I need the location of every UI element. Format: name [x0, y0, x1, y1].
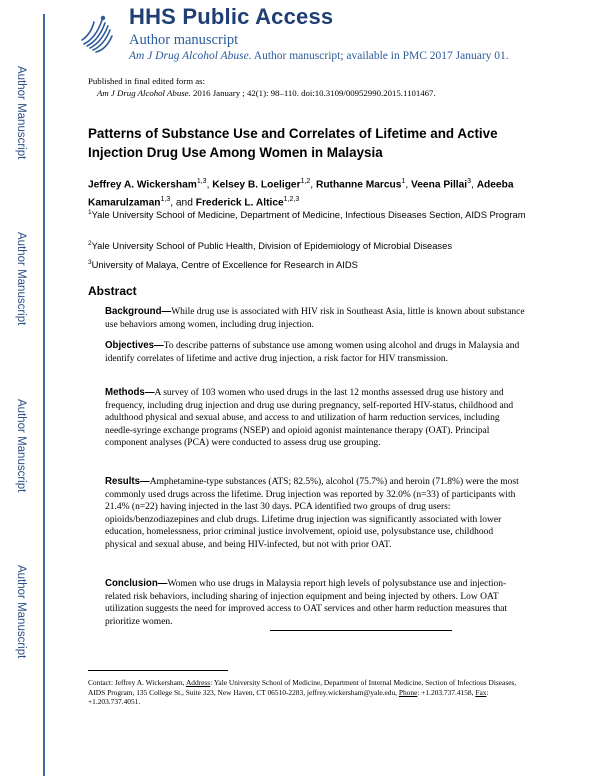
- author-affiliation-sup: 1,3: [160, 195, 171, 203]
- abstract-results: Results—Amphetamine-type substances (ATS; 82.5%), alcohol (75.7%) and heroin (71.8%) were the most commonly used drugs across the lifetime. Drug injection was reported by 32.0% (n=33) of participants with 21.4% (n=22) having injected in the last 30 days. PCA identified two groups of drug users: opioids/benzodiazepines and club drugs. Lifetime drug injection was significantly associated with lower education, homelessness, prior criminal justice involvement, opioid use, polysubstance use, childhood physical and sexual abuse, and being HIV-infected, but not with prior OAT.: [105, 476, 519, 550]
- author-name: Ruthanne Marcus: [315, 179, 402, 191]
- hhs-eagle-logo-icon: [76, 10, 116, 58]
- side-label-author-manuscript: Author Manuscript: [15, 565, 27, 659]
- availability-text: . Author manuscript; available in PMC 2017 January 01.: [248, 50, 509, 62]
- publication-note: [88, 76, 436, 99]
- contact-footnote: Contact: Jeffrey A. Wickersham, Address: Yale University School of Medicine, Department of Internal Medicine, Section of Infectious Diseases, AIDS Program, 135 College St., Suite 323, New Haven, CT 06510-2283, jeffrey.wickersham@yale.edu, Phone: +1.203.737.4158, Fax: +1.203.737.4051.: [88, 678, 517, 706]
- abstract-conclusion: Conclusion—Women who use drugs in Malaysia report high levels of polysubstance use and injection-related risk behaviors, including sharing of injection equipment and being injected by others. Low OAT utilization suggests the need for improved access to OAT services and other harm reduction measures that prioritize women.: [105, 578, 508, 627]
- author-affiliation-sup: 1,2: [300, 178, 311, 185]
- author-name: Frederick L. Altice: [195, 197, 284, 209]
- citation-details: . 2016 January ; 42(1): 98–110. doi:10.3109/00952990.2015.1101467.: [188, 87, 436, 98]
- author-affiliation-sup: 3: [467, 178, 472, 185]
- paper-title: Patterns of Substance Use and Correlates of Lifetime and Active Injection Drug Use Among Women in Malaysia: [88, 126, 498, 160]
- abstract-heading: Abstract: [88, 284, 137, 298]
- side-label-author-manuscript: Author Manuscript: [15, 399, 27, 493]
- author-affiliation-sup: 1: [401, 178, 406, 185]
- author-name: Veena Pillai: [411, 179, 468, 191]
- abstract-end-rule: [270, 630, 452, 631]
- left-margin-rule: [43, 14, 45, 776]
- abstract-methods: Methods—A survey of 103 women who used drugs in the last 12 months assessed drug use history and frequency, including drug injection and drug use during pregnancy, self-reported HIV-status, childhood and adulthood physical and sexual abuse, and access to and utilization of harm reduction services, including needle-syringe exchange programs (NSEP) and opioid agonist maintenance therapy (OAT). Principal component analyses (PCA) were conducted to assess drug use grouping.: [105, 387, 514, 448]
- affiliation: $^1$Yale University School of Medicine, Department of Medicine, Infectious Diseases Section, AIDS Program: [88, 209, 526, 221]
- author-name: Jeffrey A. Wickersham: [88, 179, 197, 191]
- abstract-background: Background—While drug use is associated with HIV risk in Southeast Asia, little is known about substance use behaviors among women, including drug injection.: [105, 306, 525, 330]
- footnote-separator: [88, 670, 228, 671]
- side-label-author-manuscript: Author Manuscript: [15, 66, 27, 160]
- journal-name: Am J Drug Alcohol Abuse: [129, 50, 249, 62]
- author-list: Jeffrey A. Wickersham$^{1,3}$, Kelsey B. Loeliger$^{1,2}$, Ruthanne Marcus$^1$, Veena Pillai$^3$, Adeeba Kamarulzaman$^{1,3}$, and Frederick L. Altice$^{1,2,3}$: [88, 178, 514, 209]
- author-name: Adeeba Kamarulzaman: [88, 179, 514, 209]
- author-name: Kelsey B. Loeliger: [212, 179, 301, 191]
- affiliation: $^2$Yale University School of Public Health, Division of Epidemiology of Microbial Diseases: [88, 240, 453, 252]
- hhs-public-access-title: HHS Public Access: [129, 4, 334, 29]
- author-manuscript-subtitle: Author manuscript: [129, 32, 239, 48]
- side-label-author-manuscript: Author Manuscript: [15, 232, 27, 326]
- published-label: Published in final edited form as:: [88, 76, 206, 86]
- affiliation: $^3$University of Malaya, Centre of Excellence for Research in AIDS: [88, 259, 358, 271]
- citation-line: [88, 88, 436, 100]
- author-affiliation-sup: 1,2,3: [283, 195, 300, 203]
- journal-availability-line: [129, 50, 509, 62]
- abstract-objectives: Objectives—To describe patterns of substance use among women using alcohol and drugs in Malaysia and identify correlates of lifetime and active drug injection, a risk factor for HIV transmission.: [105, 340, 520, 364]
- author-affiliation-sup: 1,3: [196, 178, 207, 185]
- citation-journal: Am J Drug Alcohol Abuse: [97, 87, 189, 98]
